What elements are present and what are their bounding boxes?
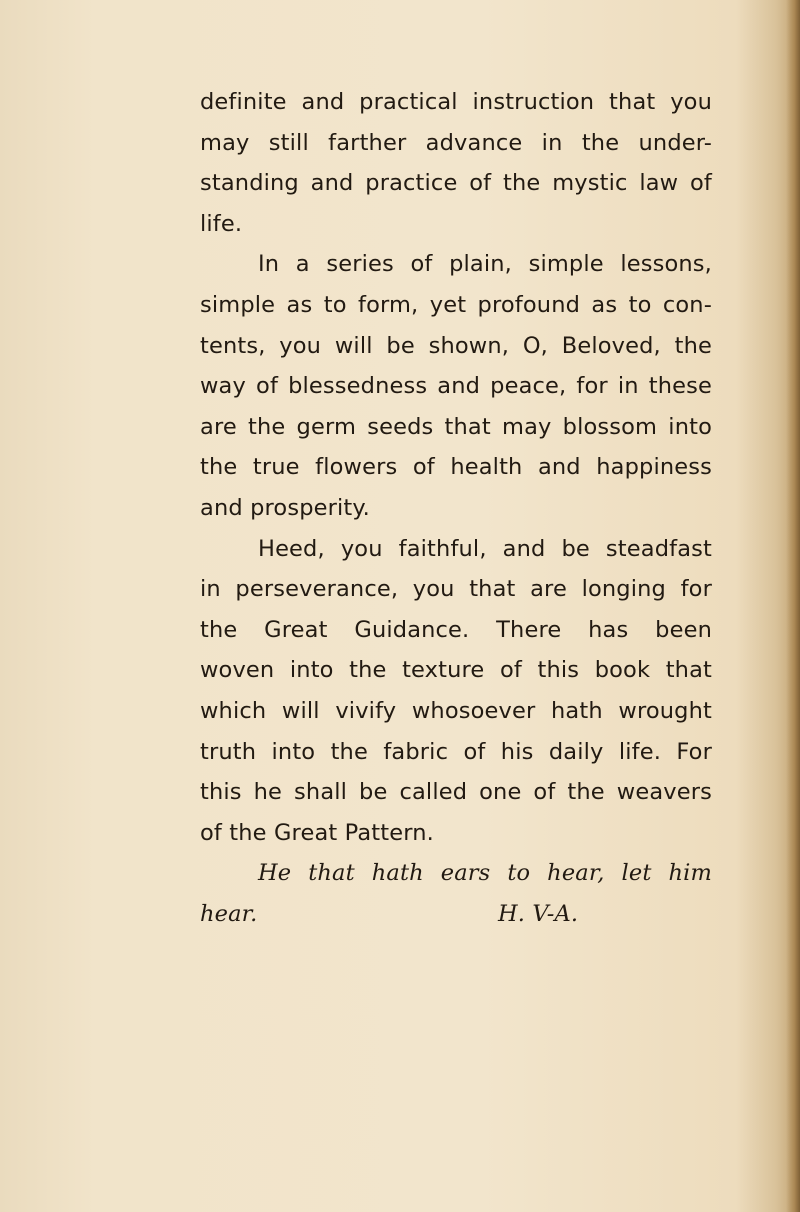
text-line: in perseverance, you that are longing for [200, 576, 712, 603]
text-line: life. [200, 210, 243, 237]
text-line: may still farther advance in the under- [200, 129, 712, 156]
text-line: truth into the fabric of his daily life. For [200, 738, 712, 765]
closing-line: He that hath ears to hear, let him [258, 860, 712, 887]
text-line: the Great Guidance. There has been [200, 616, 712, 643]
paragraph-3 [200, 529, 712, 854]
text-line: way of blessedness and peace, for in these [200, 373, 712, 400]
closing-line-end: hear. [200, 900, 258, 927]
author-signature: H. V-A. [498, 900, 579, 927]
text-line: woven into the texture of this book that [200, 657, 712, 684]
text-line: of the Great Pattern. [200, 819, 434, 846]
text-line: simple as to form, yet profound as to con- [200, 291, 712, 318]
text-line: Heed, you faithful, and be steadfast [258, 535, 712, 562]
text-block [200, 82, 712, 934]
text-line: are the germ seeds that may blossom into [200, 413, 712, 440]
paragraph-2 [200, 244, 712, 528]
text-line: this he shall be called one of the weavers [200, 779, 712, 806]
text-line: the true flowers of health and happiness [200, 454, 712, 481]
closing-quote [200, 853, 712, 934]
text-line: definite and practical instruction that you [200, 89, 712, 115]
text-line: which will vivify whosoever hath wrought [200, 697, 712, 724]
text-line: standing and practice of the mystic law of [200, 170, 712, 197]
text-line: In a series of plain, simple lessons, [258, 251, 712, 278]
paragraph-1 [200, 82, 712, 244]
text-line: and prosperity. [200, 494, 370, 521]
page-edge-shadow [786, 0, 800, 1212]
closing-row [200, 894, 712, 935]
text-line: tents, you will be shown, O, Beloved, the [200, 332, 712, 359]
